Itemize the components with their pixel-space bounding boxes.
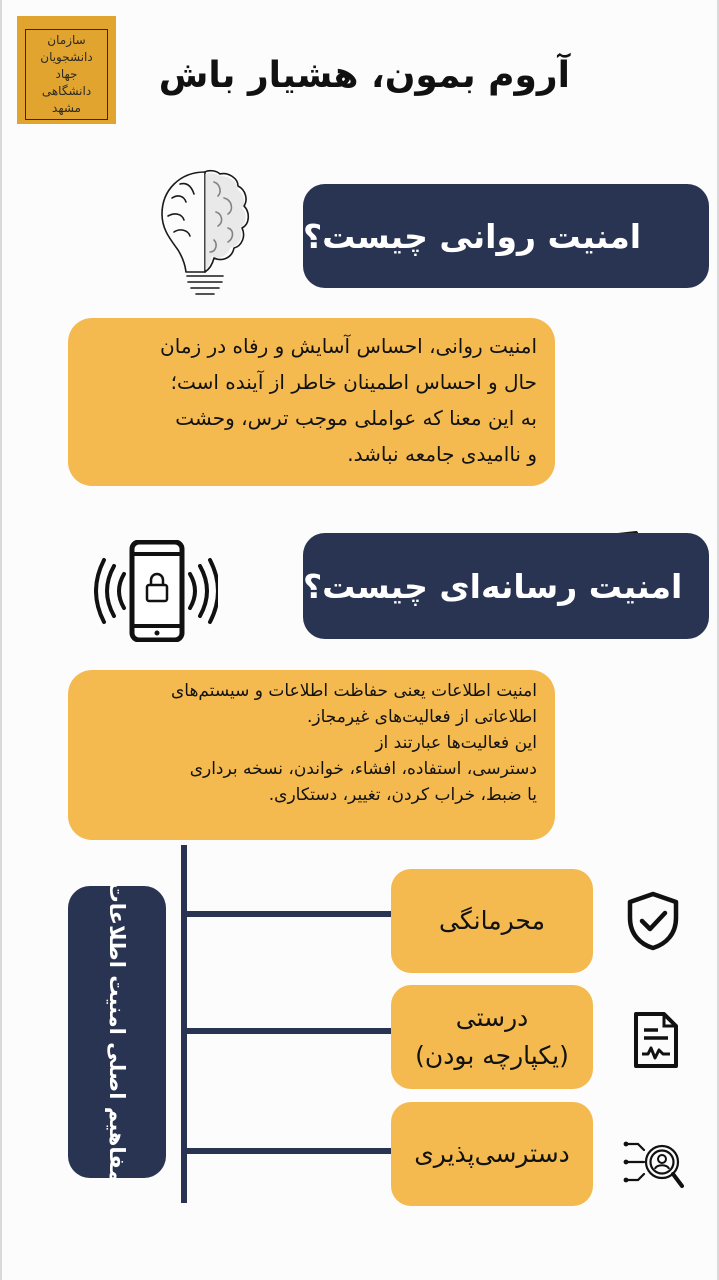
paragraph-line: اطلاعاتی از فعالیت‌های غیرمجاز. <box>307 707 537 727</box>
concept-label: درستی <box>455 1003 529 1032</box>
concept-availability <box>391 1102 593 1206</box>
paragraph-line: و ناامیدی جامعه نباشد. <box>347 442 537 466</box>
concept-integrity <box>391 985 593 1089</box>
tree-branch <box>187 1148 392 1154</box>
logo-border <box>25 29 108 120</box>
paragraph-line: امنیت اطلاعات یعنی حفاظت اطلاعات و سیستم‌های <box>170 681 537 701</box>
shield-check-icon <box>624 890 682 952</box>
concept-sublabel: (یکپارچه بودن) <box>415 1041 569 1070</box>
logo-line: سازمان <box>47 33 86 47</box>
phone-lock-icon <box>94 540 218 642</box>
logo-line: دانشجویان <box>40 50 93 64</box>
paragraph-line: دسترسی، استفاده، افشاء، خواندن، نسخه برداری <box>189 759 537 779</box>
paragraph-line: امنیت روانی، احساس آسایش و رفاه در زمان <box>160 334 537 358</box>
logo-line: جهاد <box>55 67 78 81</box>
document-signature-icon <box>632 1010 680 1070</box>
section2-heading: امنیت رسانه‌ای چیست؟ <box>303 566 683 606</box>
section1-heading: امنیت روانی چیست؟ <box>303 216 642 256</box>
concept-confidentiality <box>391 869 593 973</box>
section2-paragraph-box <box>68 670 555 840</box>
logo-line: دانشگاهی <box>41 84 92 98</box>
section1-heading-box <box>303 184 709 288</box>
brain-bulb-icon <box>158 168 252 296</box>
page-title: آروم بمون، هشیار باش <box>158 55 570 96</box>
section1-paragraph-box <box>68 318 555 486</box>
paragraph-line: یا ضبط، خراب کردن، تغییر، دستکاری. <box>268 785 537 805</box>
concept-label: محرمانگی <box>439 906 545 935</box>
concepts-title: مفاهیم اصلی امنیت اطلاعات <box>105 881 129 1183</box>
paragraph-line: به این معنا که عواملی موجب ترس، وحشت <box>175 406 537 430</box>
paragraph-line: این فعالیت‌ها عبارتند از <box>375 733 537 753</box>
section2-heading-box <box>303 533 709 639</box>
paragraph-line: حال و احساس اطمینان خاطر از آینده است؛ <box>170 370 537 394</box>
organization-logo <box>17 16 116 124</box>
concept-label: دسترسی‌پذیری <box>414 1139 570 1168</box>
logo-line: مشهد <box>52 101 81 115</box>
user-search-icon <box>622 1130 686 1194</box>
tree-branch <box>187 911 392 917</box>
tree-branch <box>187 1028 392 1034</box>
